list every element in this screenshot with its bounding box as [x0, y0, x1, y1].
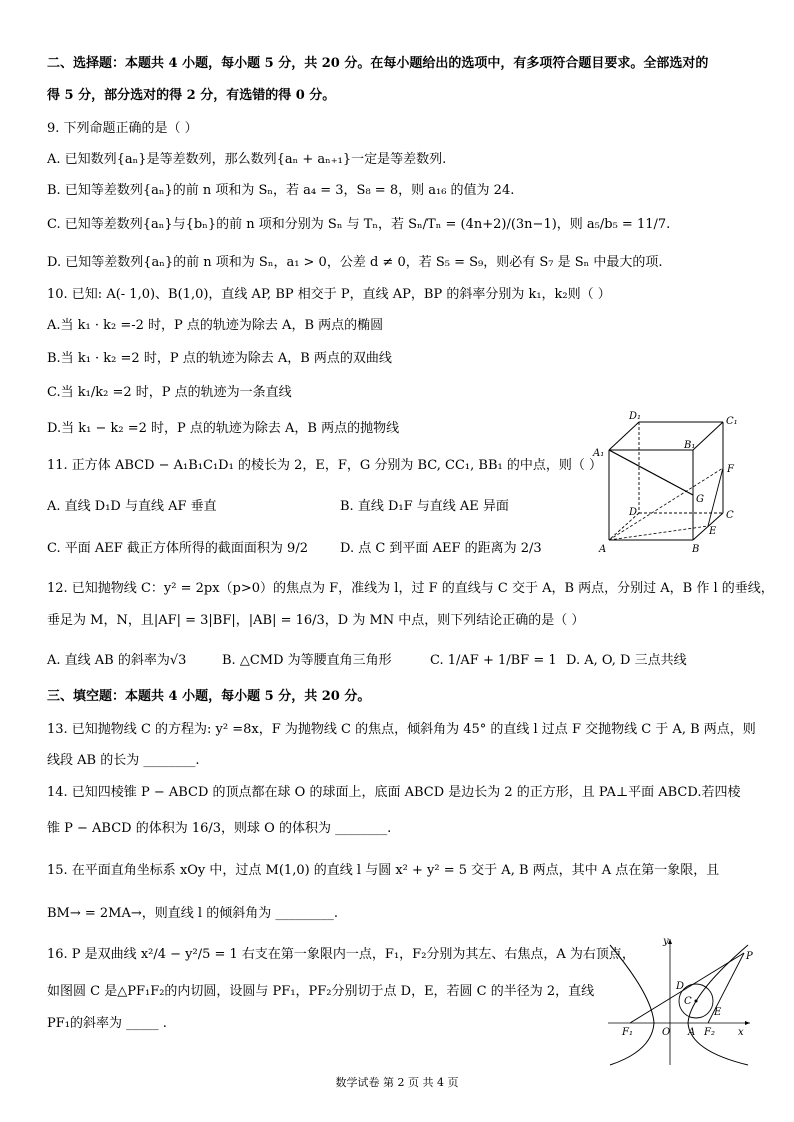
section3-heading: 三、填空题：本题共 4 小题，每小题 5 分，共 20 分。: [47, 689, 371, 704]
label-f1: F₁: [622, 1027, 633, 1038]
q9-option-b: B. 已知等差数列{aₙ}的前 n 项和为 Sₙ，若 a₄ = 3，S₈ = 8，则 a₁₆ 的值为 24.: [47, 183, 515, 198]
label-c1: C₁: [726, 416, 738, 427]
label-d: D: [629, 507, 638, 518]
q16-line1: 16. P 是双曲线 x²/4 − y²/5 = 1 右支在第一象限内一点，F₁，F₂分别为其左、右焦点，A 为右顶点，: [47, 947, 635, 962]
q13-line2: 线段 AB 的长为 ________.: [47, 753, 200, 768]
q15-line2: BM→ = 2MA→，则直线 l 的倾斜角为 _________.: [47, 906, 338, 921]
label-f2: F₂: [704, 1027, 715, 1038]
q12-option-c: C. 1/AF + 1/BF = 1: [430, 653, 557, 668]
q11-option-c: C. 平面 AEF 截正方体所得的截面面积为 9/2: [47, 541, 308, 556]
q11-stem: 11. 正方体 ABCD − A₁B₁C₁D₁ 的棱长为 2，E，F，G 分别为 BC, CC₁, BB₁ 的中点，则（ ）: [47, 458, 602, 473]
q9-option-c: C. 已知等差数列{aₙ}与{bₙ}的前 n 项和分别为 Sₙ 与 Tₙ，若 Sₙ/Tₙ = (4n+2)/(3n−1)，则 a₅/b₅ = 11/7.: [47, 217, 671, 232]
q11-option-b: B. 直线 D₁F 与直线 AE 异面: [340, 499, 509, 514]
label-a: A: [599, 544, 607, 555]
label-p: P: [746, 951, 753, 962]
q16-line3: PF₁的斜率为 _____ .: [47, 1016, 167, 1031]
label-b: B: [692, 544, 700, 555]
q9-stem: 9. 下列命题正确的是（ ）: [47, 121, 198, 136]
label-y: y: [663, 936, 669, 947]
q10-stem: 10. 已知: A(- 1,0)、B(1,0)，直线 AP, BP 相交于 P，直线 AP，BP 的斜率分别为 k₁，k₂则（ ）: [47, 287, 611, 302]
cube-figure: [592, 410, 752, 560]
hyperbola-figure: [608, 935, 758, 1067]
q10-option-d: D.当 k₁ − k₂ =2 时，P 点的轨迹为除去 A，B 两点的抛物线: [47, 421, 400, 436]
q16-line2: 如图圆 C 是△PF₁F₂的内切圆，设圆与 PF₁，PF₂分别切于点 D，E，若圆 C 的半径为 2，直线: [47, 984, 595, 999]
label-c: C: [684, 996, 692, 1007]
q10-option-c: C.当 k₁/k₂ =2 时，P 点的轨迹为一条直线: [47, 385, 292, 400]
label-d: D: [676, 981, 685, 992]
label-x: x: [738, 1027, 744, 1038]
q11-option-d: D. 点 C 到平面 AEF 的距离为 2/3: [340, 541, 542, 556]
q12-option-d: D. A, O, D 三点共线: [566, 653, 687, 668]
q12-option-b: B. △CMD 为等腰直角三角形: [222, 653, 392, 668]
section2-heading-line1: 二、选择题：本题共 4 小题，每小题 5 分，共 20 分。在每小题给出的选项中，有多项符合题目要求。全部选对的: [47, 56, 709, 71]
q9-option-a: A. 已知数列{aₙ}是等差数列，那么数列{aₙ + aₙ₊₁}一定是等差数列.: [47, 152, 447, 167]
label-f: F: [727, 464, 734, 475]
q10-option-b: B.当 k₁ · k₂ =2 时，P 点的轨迹为除去 A，B 两点的双曲线: [47, 351, 392, 366]
label-e: E: [709, 526, 717, 537]
label-a: A: [688, 1027, 696, 1038]
label-e: E: [714, 1007, 722, 1018]
q13-line1: 13. 已知抛物线 C 的方程为: y² =8x，F 为抛物线 C 的焦点，倾斜角为 45° 的直线 l 过点 F 交抛物线 C 于 A, B 两点，则: [47, 722, 756, 737]
q12-option-a: A. 直线 AB 的斜率为√3: [47, 653, 187, 668]
q10-option-a: A.当 k₁ · k₂ =-2 时，P 点的轨迹为除去 A，B 两点的椭圆: [47, 318, 384, 333]
q11-option-a: A. 直线 D₁D 与直线 AF 垂直: [47, 499, 217, 514]
label-a1: A₁: [593, 448, 605, 459]
page-footer: 数学试卷 第 2 页 共 4 页: [335, 1076, 459, 1089]
label-d1: D₁: [629, 411, 642, 422]
label-o: O: [662, 1027, 671, 1038]
label-c: C: [726, 510, 734, 521]
label-b1: B₁: [684, 440, 696, 451]
q12-line2: 垂足为 M，N，且|AF| = 3|BF|，|AB| = 16/3，D 为 MN 中点，则下列结论正确的是（ ）: [47, 613, 585, 628]
q12-line1: 12. 已知抛物线 C：y² = 2px（p>0）的焦点为 F，准线为 l，过 F 的直线与 C 交于 A，B 两点，分别过 A，B 作 l 的垂线，: [47, 581, 774, 596]
q14-line2: 锥 P − ABCD 的体积为 16/3，则球 O 的体积为 ________.: [47, 821, 392, 836]
section2-heading-line2: 得 5 分，部分选对的得 2 分，有选错的得 0 分。: [47, 88, 336, 103]
label-g: G: [696, 494, 704, 505]
q15-line1: 15. 在平面直角坐标系 xOy 中，过点 M(1,0) 的直线 l 与圆 x² + y² = 5 交于 A, B 两点，其中 A 点在第一象限，且: [47, 863, 720, 878]
q14-line1: 14. 已知四棱锥 P − ABCD 的顶点都在球 O 的球面上，底面 ABCD 是边长为 2 的正方形，且 PA⊥平面 ABCD.若四棱: [47, 785, 741, 800]
q9-option-d: D. 已知等差数列{aₙ}的前 n 项和为 Sₙ，a₁ > 0，公差 d ≠ 0，若 S₅ = S₉，则必有 S₇ 是 Sₙ 中最大的项.: [47, 255, 663, 270]
